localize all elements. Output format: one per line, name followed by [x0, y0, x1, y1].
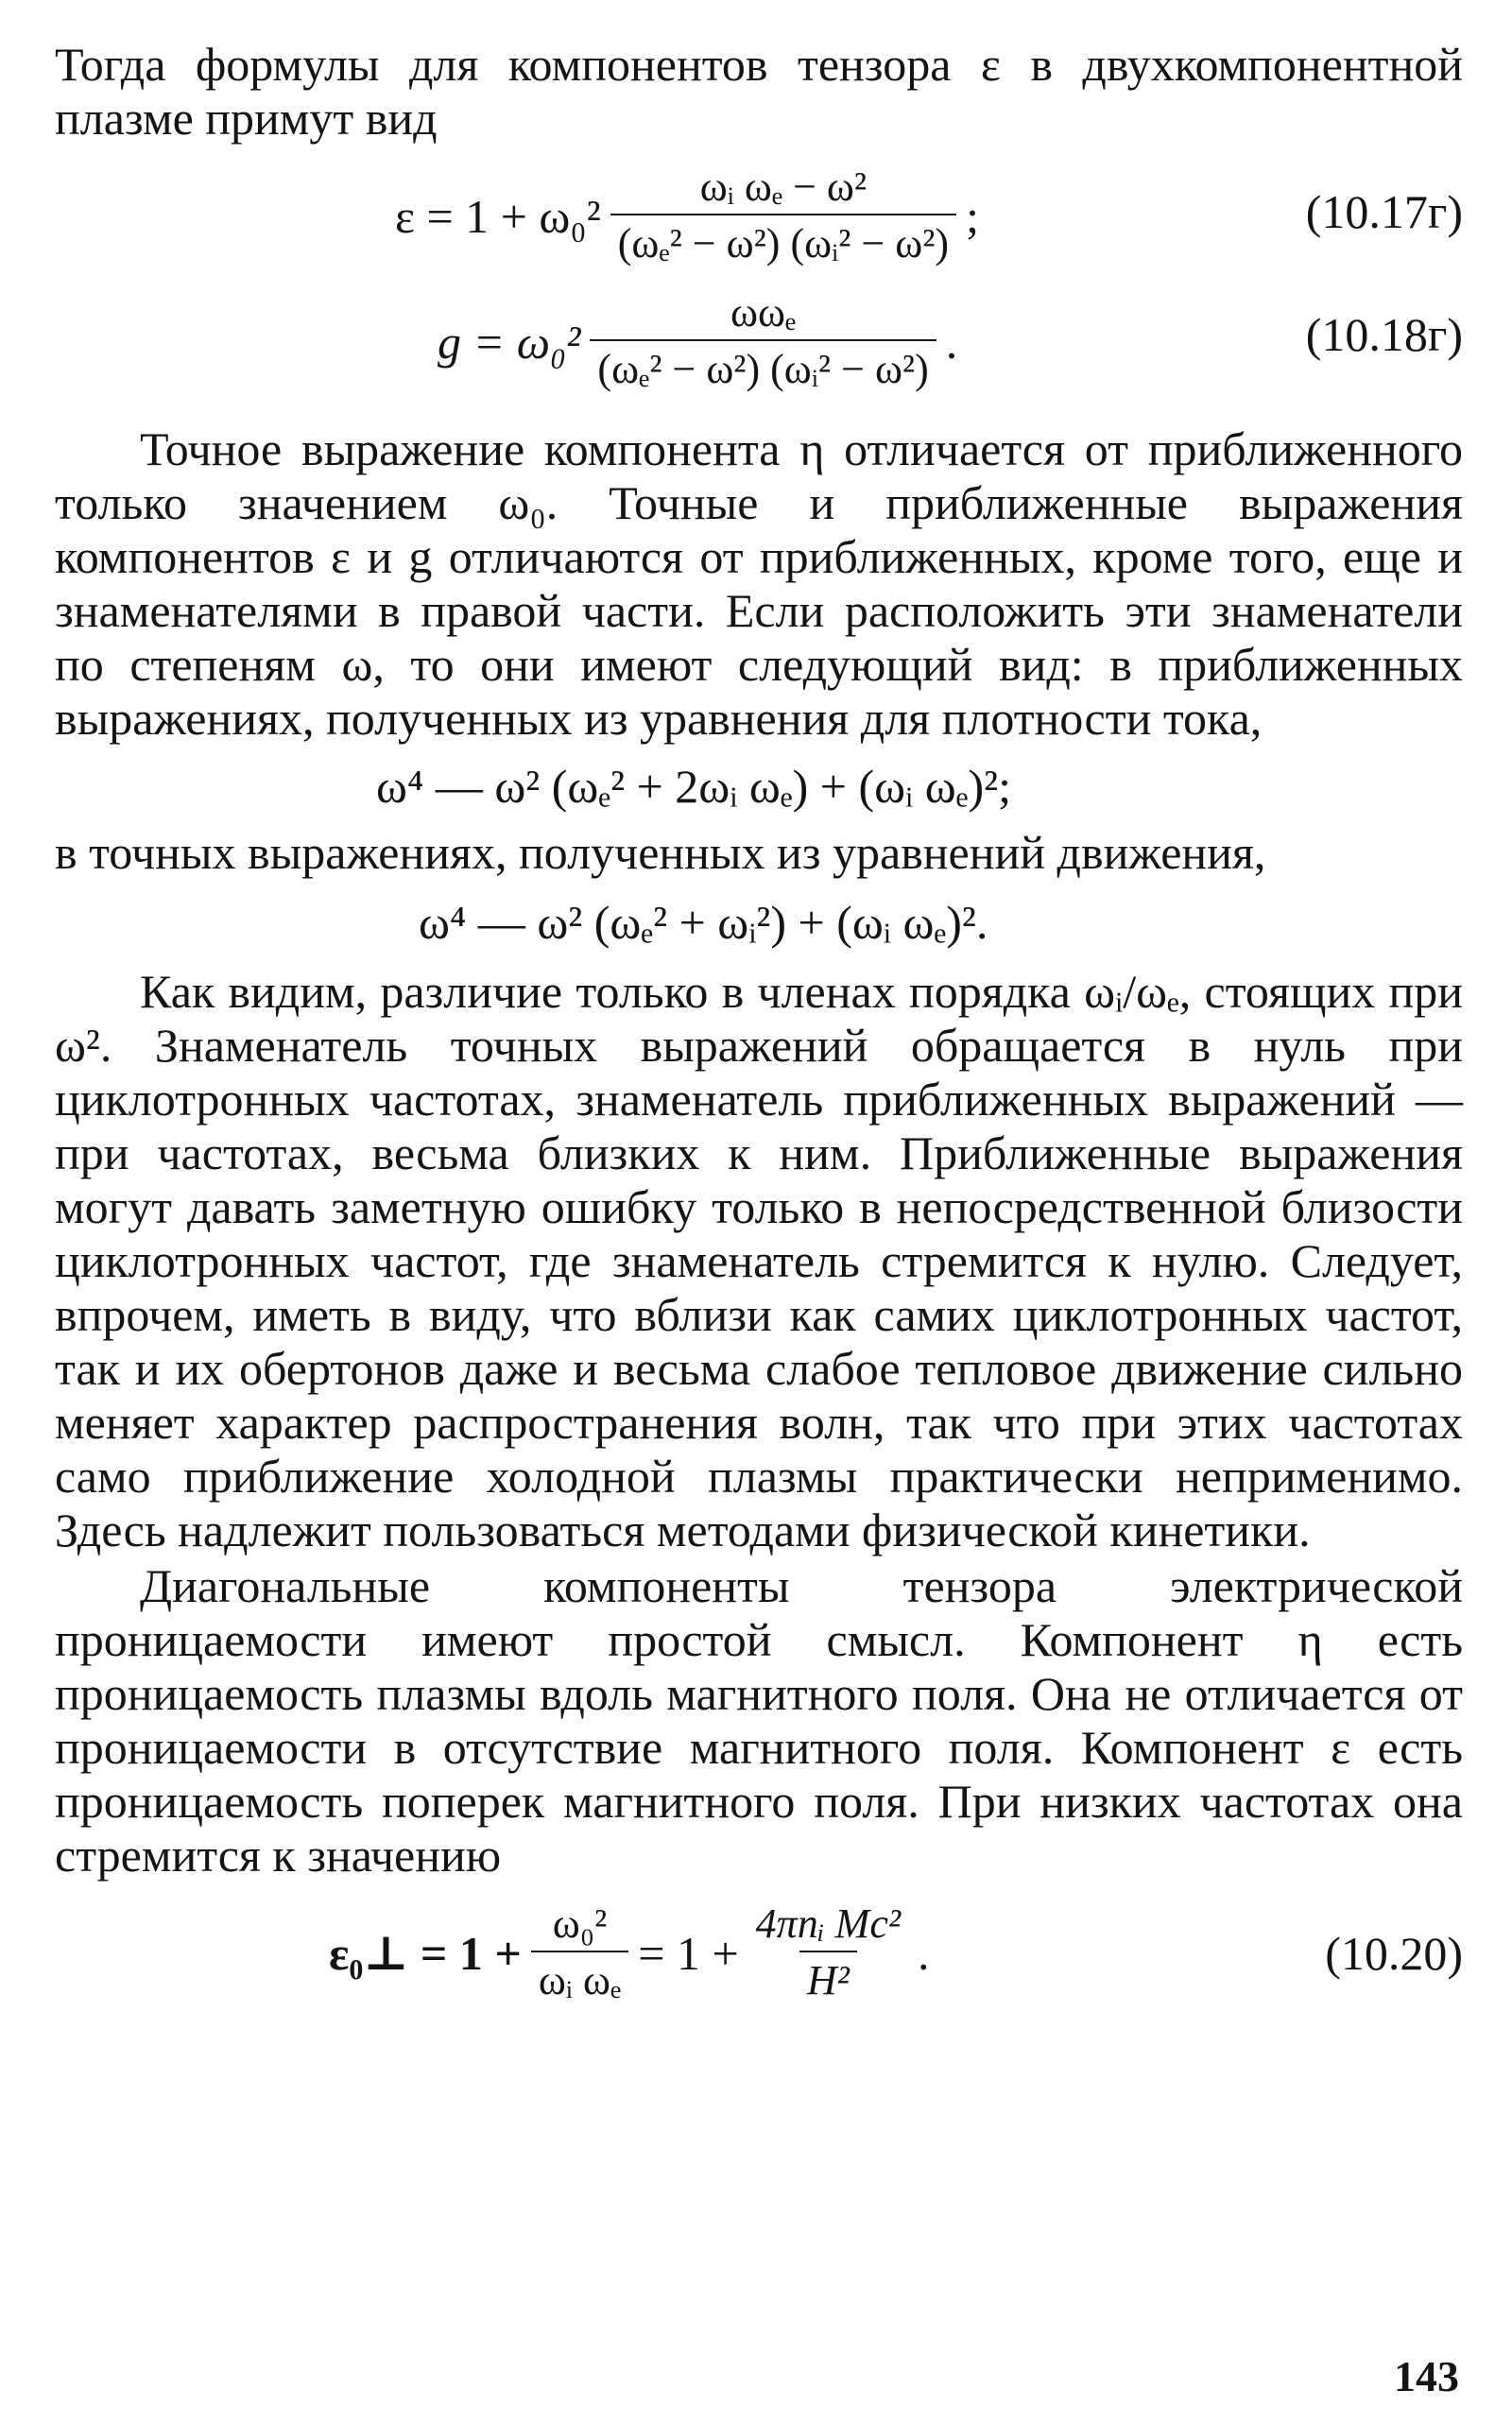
eq2-numerator: ωωₑ — [730, 289, 797, 335]
eq5-num2: 4πnᵢ Mc² — [755, 1900, 902, 1947]
paragraph-3: в точных выражениях, полученных из уравнений движения, — [55, 826, 1266, 879]
eq1-number: (10.17г) — [1305, 185, 1463, 238]
eq1-tail: ; — [966, 190, 979, 243]
equation-10-20 — [55, 1882, 1463, 2024]
eq1-numerator: ωᵢ ωₑ − ω² — [699, 163, 868, 210]
equation-10-18g — [55, 283, 1463, 415]
eq4-text: ω⁴ — ω² (ωₑ² + ωᵢ²) + (ωᵢ ωₑ)². — [419, 896, 988, 949]
equation-exact-denominator — [55, 880, 1463, 965]
eq2-tail: . — [945, 316, 958, 369]
paragraph-1: Тогда формулы для компонентов тензора ε в двухкомпонентной плазме примут вид — [55, 38, 1463, 145]
eq1-denominator: (ωₑ² − ω²) (ωᵢ² − ω²) — [610, 214, 956, 268]
paragraph-2: Точное выражение компонента η отличается от приближенного только значением ω₀. Точные и приближенные выражения компонентов ε и g отличаются от приближенных, кроме того, еще и знаменателями в правой части. Если расположить эти знаменатели по степеням ω, то они имеют следующий вид: в приближенных выражениях, полученных из уравнения для плотности тока, — [55, 422, 1463, 745]
paragraph-4: Как видим, различие только в членах порядка ωᵢ/ωₑ, стоящих при ω². Знаменатель точных выражений обращается в нуль при циклотронных частотах, знаменатель приближенных выражений — при частотах, весьма близких к ним. Приближенные выражения могут давать заметную ошибку только в непосредственной близости циклотронных частот, где знаменатель стремится к нулю. Следует, впрочем, иметь в виду, что вблизи как самих циклотронных частот, так и их обертонов даже и весьма слабое тепловое движение сильно меняет характер распространения волн, так что при этих частотах само приближение холодной плазмы практически неприменимо. Здесь надлежит пользоваться методами физической кинетики. — [55, 965, 1463, 1556]
eq3-text: ω⁴ — ω² (ωₑ² + 2ωᵢ ωₑ) + (ωᵢ ωₑ)²; — [376, 760, 1011, 813]
eq5-mid: = 1 + — [638, 1927, 739, 1980]
eq5-den1: ωᵢ ωₑ — [531, 1951, 628, 2005]
eq5-tail: . — [918, 1927, 930, 1980]
eq5-number: (10.20) — [1325, 1927, 1463, 1980]
page-content — [55, 38, 1463, 2024]
eq2-lhs: g = ω₀² — [438, 316, 581, 369]
eq5-num1: ω₀² — [552, 1900, 608, 1947]
page-number: 143 — [1394, 2352, 1459, 2400]
paragraph-5: Диагональные компоненты тензора электрической проницаемости имеют простой смысл. Компонент η есть проницаемость плазмы вдоль магнитного поля. Она не отличается от проницаемости в отсутствие магнитного поля. Компонент ε есть проницаемость поперек магнитного поля. При низких частотах она стремится к значению — [55, 1559, 1463, 1882]
eq2-number: (10.18г) — [1305, 308, 1463, 361]
eq2-denominator: (ωₑ² − ω²) (ωᵢ² − ω²) — [590, 339, 936, 394]
eq5-den2: H² — [799, 1951, 857, 2005]
equation-approx-denominator — [55, 746, 1463, 826]
equation-10-17g — [55, 146, 1463, 283]
eq1-lhs: ε = 1 + ω₀² — [395, 190, 601, 243]
eq5-lhs: ε₀⊥ = 1 + — [329, 1927, 522, 1980]
